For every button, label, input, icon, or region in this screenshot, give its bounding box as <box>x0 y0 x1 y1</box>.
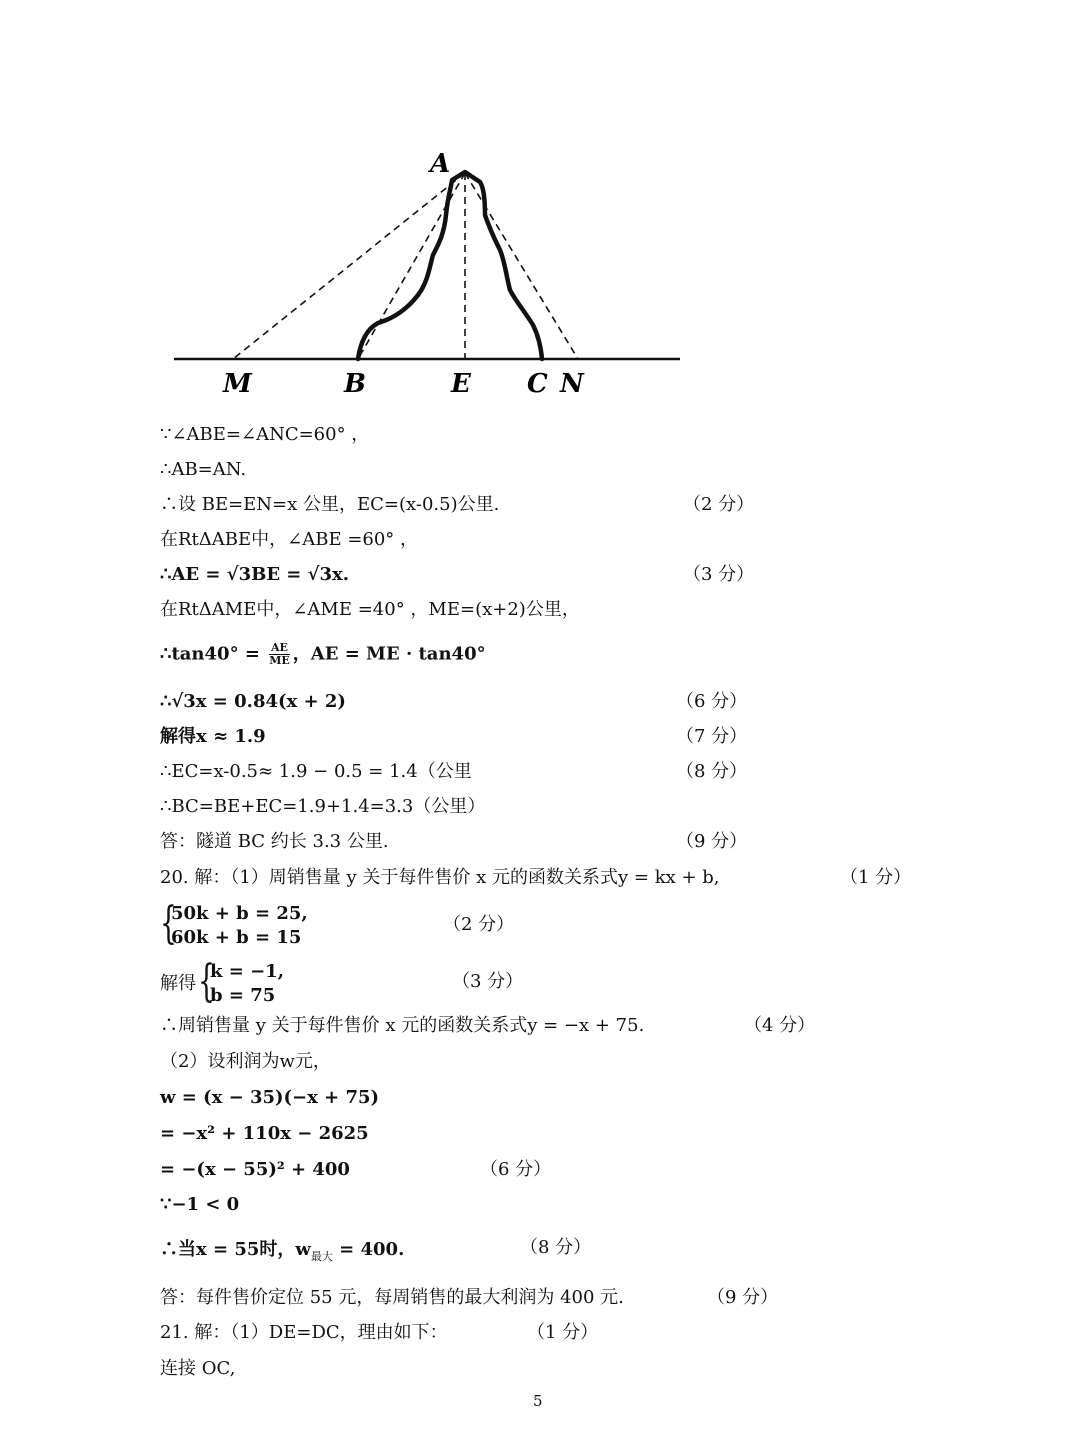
q21-line-2: 连接 OC, <box>160 1358 236 1379</box>
q19-line-4: 在RtΔABE中，∠ABE =60° ， <box>160 529 419 550</box>
q20-line-10-end: = 400. <box>332 1239 405 1260</box>
brace-1: { <box>160 898 177 949</box>
q19-line-3: ∴设 BE=EN=x 公里，EC=(x-0.5)公里. <box>160 494 500 515</box>
q20-line-10-start: ∴当x = 55时，w <box>160 1239 311 1260</box>
point-label-n: N <box>560 369 584 399</box>
q21-line-1: 21. 解：（1）DE=DC，理由如下： <box>160 1322 448 1343</box>
q19-line-2: ∴AB=AN. <box>160 459 247 480</box>
point-label-b: B <box>344 369 366 399</box>
w-max-subscript: 最大 <box>310 1250 333 1263</box>
system-2-eq-1: k = −1, <box>210 961 284 982</box>
q20-line-1: 20. 解：（1）周销售量 y 关于每件售价 x 元的函数关系式y = kx + b, <box>160 867 720 888</box>
fraction-denominator: ME <box>269 654 290 667</box>
q19-line-6: 在RtΔAME中，∠AME =40° ，ME=(x+2)公里， <box>160 599 580 620</box>
fraction-ae-me <box>269 642 290 667</box>
q19-score-3: （2 分） <box>683 494 755 515</box>
q20-line-8: = −(x − 55)² + 400 <box>160 1159 350 1180</box>
mountain-outline <box>358 172 542 359</box>
q20-line-6: w = (x − 35)(−x + 75) <box>160 1087 380 1108</box>
q19-line-12: 答：隧道 BC 约长 3.3 公里. <box>160 831 389 852</box>
q19-score-8: （6 分） <box>676 691 748 712</box>
q20-line-5: （2）设利润为w元， <box>160 1051 331 1072</box>
q20-score-1: （1 分） <box>840 867 912 888</box>
q19-line-8: ∴√3x = 0.84(x + 2) <box>160 691 346 712</box>
solve-label: 解得 <box>160 973 196 994</box>
point-label-c: C <box>527 369 548 399</box>
q20-line-11: 答：每件售价定位 55 元，每周销售的最大利润为 400 元. <box>160 1287 624 1308</box>
q20-line-9: ∵−1 < 0 <box>160 1194 240 1215</box>
q19-line-7-start: ∴tan40° = <box>160 643 267 665</box>
point-label-a: A <box>430 149 451 179</box>
point-label-m: M <box>223 369 252 399</box>
q19-score-9: （7 分） <box>676 726 748 747</box>
q20-line-4: ∴周销售量 y 关于每件售价 x 元的函数关系式y = −x + 75. <box>160 1015 645 1036</box>
q21-score-1: （1 分） <box>527 1322 599 1343</box>
system-2-eq-2: b = 75 <box>210 985 276 1006</box>
q19-score-5: （3 分） <box>683 564 755 585</box>
q20-score-10: （8 分） <box>520 1237 592 1258</box>
q20-score-11: （9 分） <box>707 1287 779 1308</box>
q19-line-5: ∴AE = √3BE = √3x. <box>160 564 350 585</box>
q20-line-10 <box>160 1238 404 1269</box>
page-number: 5 <box>533 1392 543 1410</box>
q19-line-9: 解得x ≈ 1.9 <box>160 726 266 747</box>
q19-score-12: （9 分） <box>676 831 748 852</box>
q20-score-2: （2 分） <box>443 914 515 935</box>
point-label-e: E <box>451 369 471 399</box>
q20-score-3: （3 分） <box>452 971 524 992</box>
q19-line-7 <box>160 642 486 667</box>
q19-score-10: （8 分） <box>676 761 748 782</box>
q19-line-7-end: ，AE = ME · tan40° <box>292 643 486 665</box>
q20-line-7: = −x² + 110x − 2625 <box>160 1123 369 1144</box>
q19-line-1: ∵∠ABE=∠ANC=60° ， <box>160 424 370 445</box>
q19-line-11: ∴BC=BE+EC=1.9+1.4=3.3（公里） <box>160 796 486 817</box>
system-1-eq-1: 50k + b = 25, <box>171 903 308 924</box>
q19-line-10: ∴EC=x-0.5≈ 1.9 − 0.5 = 1.4（公里 <box>160 761 472 782</box>
system-1-eq-2: 60k + b = 15 <box>171 927 302 948</box>
q20-score-8: （6 分） <box>480 1159 552 1180</box>
line-an <box>465 173 578 359</box>
brace-2: { <box>198 956 215 1007</box>
mountain-tunnel-diagram <box>0 0 1080 420</box>
fraction-numerator: AE <box>271 641 288 654</box>
q20-score-4: （4 分） <box>744 1015 816 1036</box>
